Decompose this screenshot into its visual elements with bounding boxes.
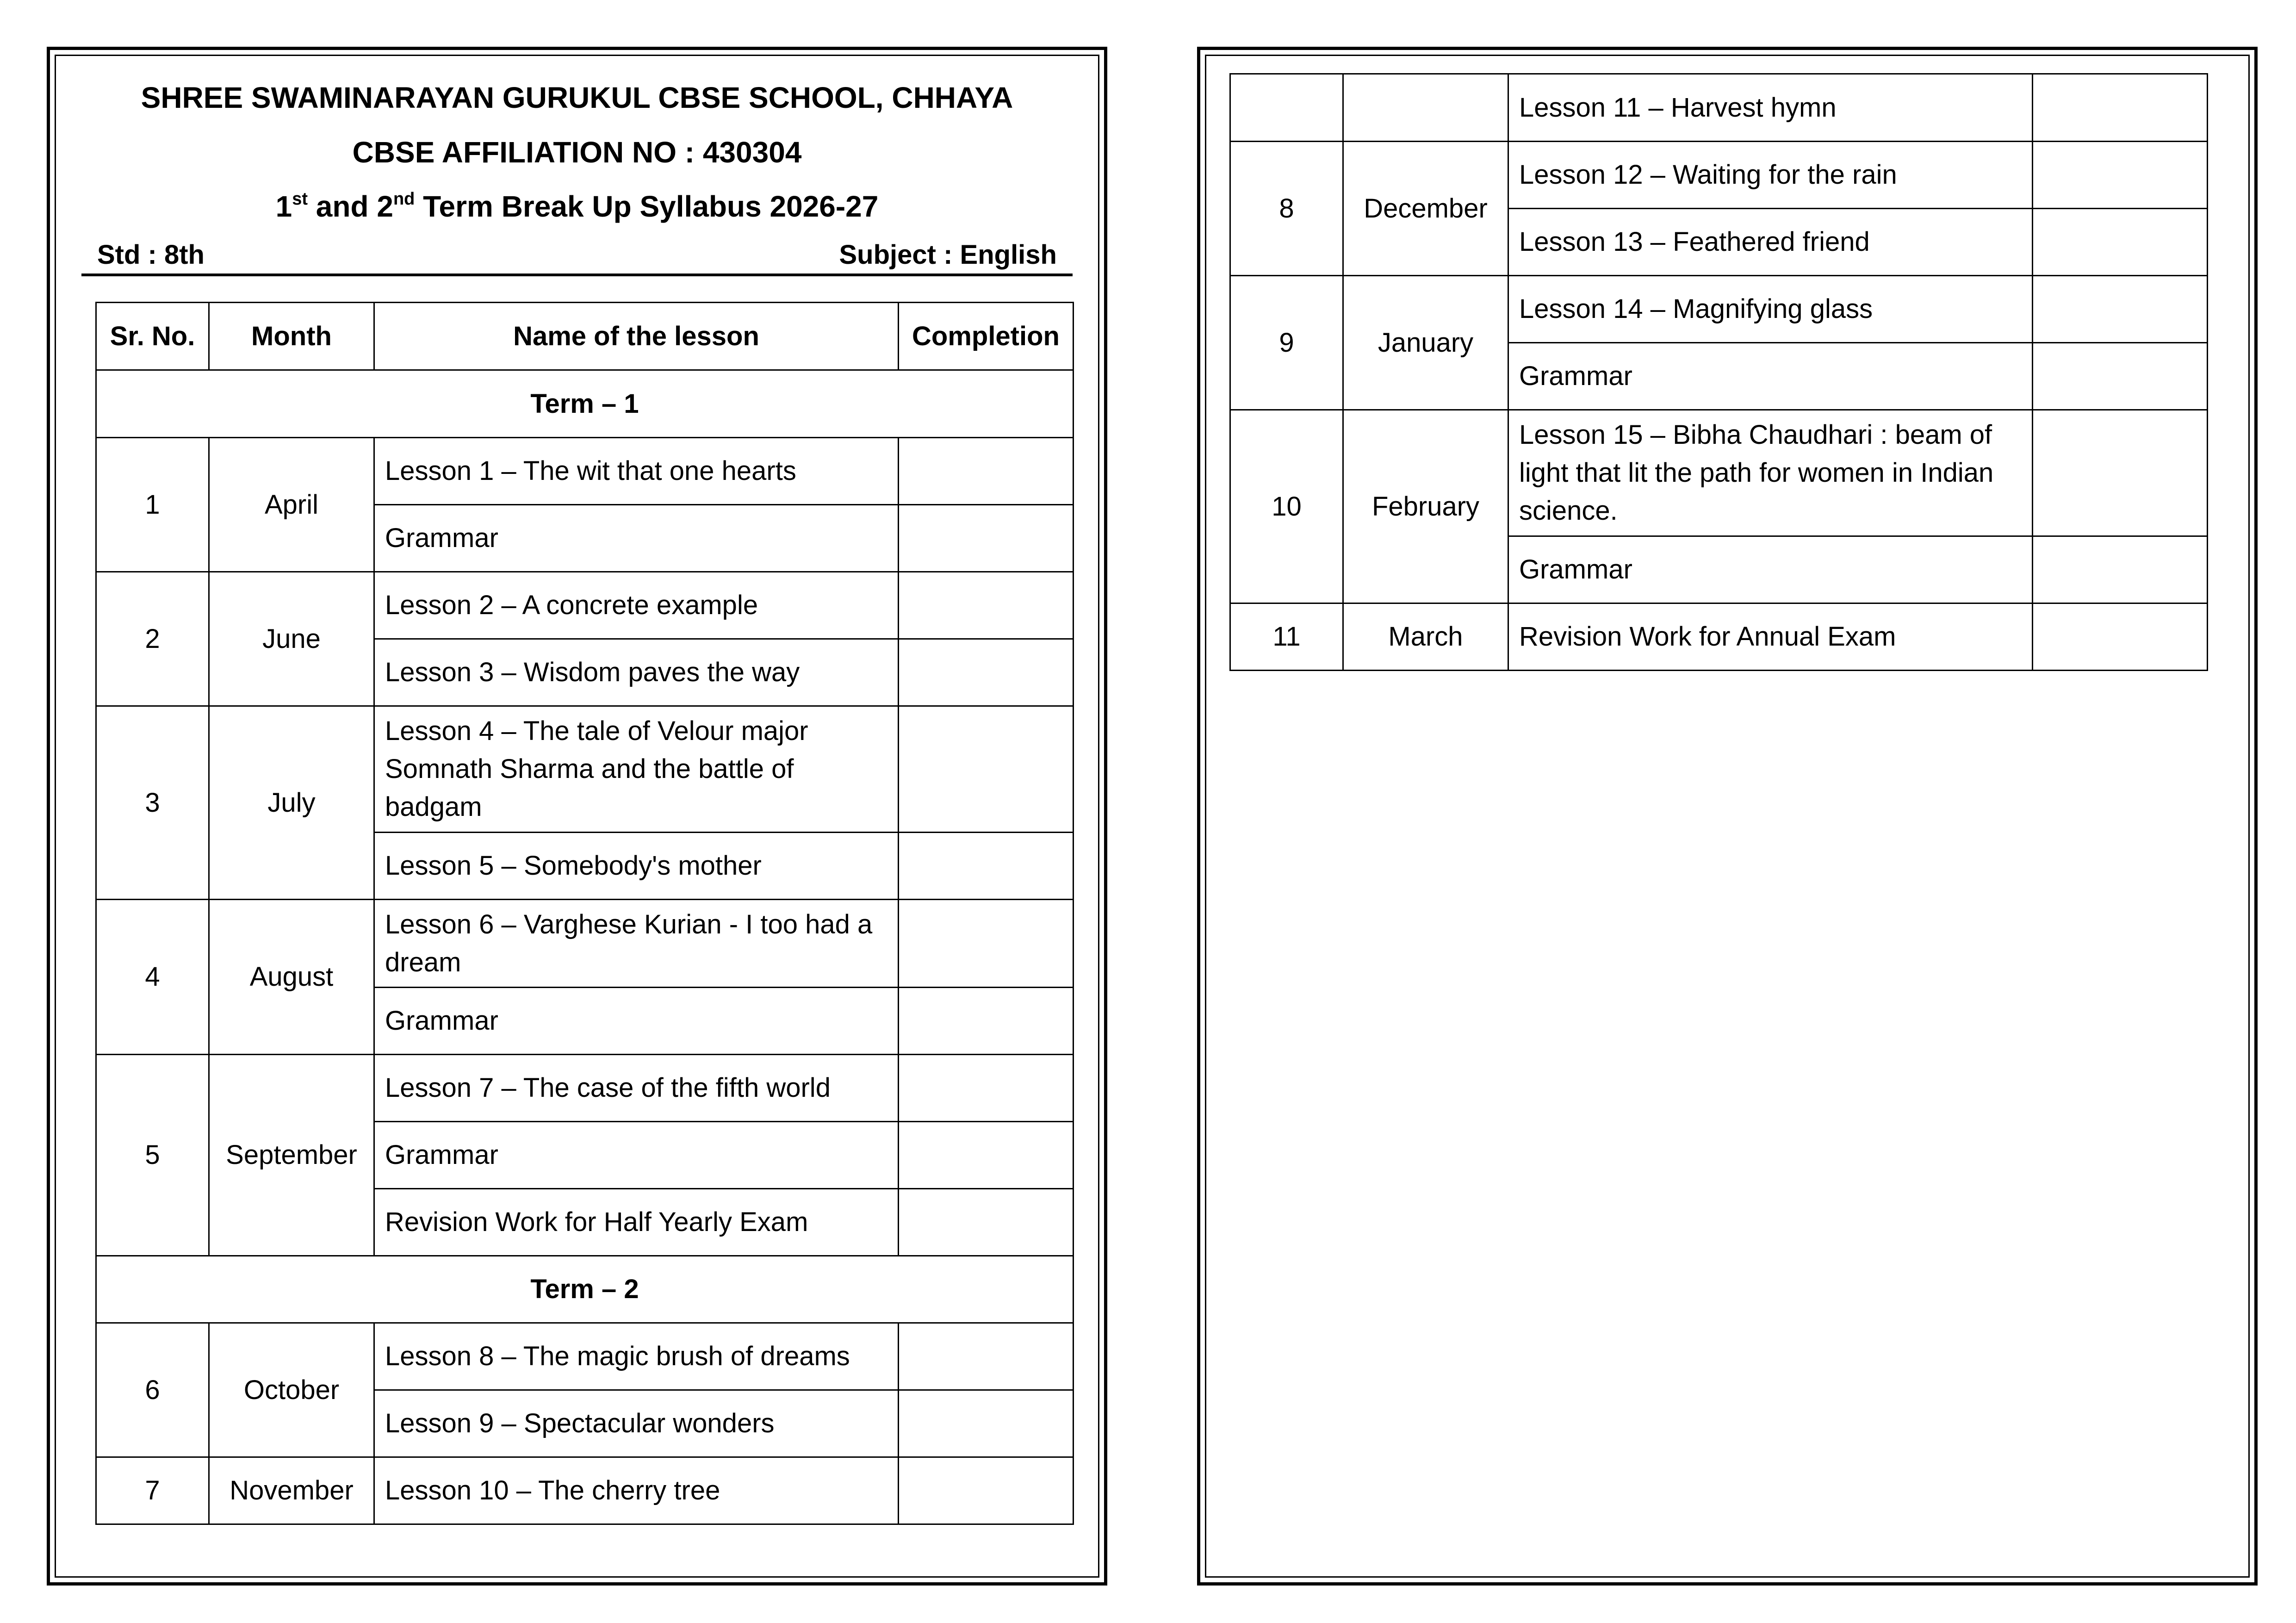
lesson-cell: Grammar [374, 505, 899, 572]
column-header-sr-no: Sr. No. [96, 303, 209, 370]
term-row [96, 370, 1074, 438]
table-row [96, 572, 1074, 639]
lesson-cell: Lesson 7 – The case of the fifth world [374, 1055, 899, 1122]
lesson-cell: Lesson 14 – Magnifying glass [1508, 276, 2033, 343]
lesson-cell: Grammar [374, 1122, 899, 1189]
completion-cell [899, 900, 1074, 988]
syllabus-title: 1st and 2nd Term Break Up Syllabus 2026-27 [275, 189, 879, 223]
sr-no-cell: 1 [96, 438, 209, 572]
completion-cell [899, 505, 1074, 572]
completion-cell [2033, 209, 2208, 276]
completion-cell [2033, 276, 2208, 343]
page-inner-border [55, 55, 1099, 1578]
completion-cell [899, 572, 1074, 639]
month-cell: September [209, 1055, 374, 1256]
month-cell: July [209, 706, 374, 900]
sr-no-cell: 5 [96, 1055, 209, 1256]
completion-cell [899, 1189, 1074, 1256]
table-row [96, 1323, 1074, 1390]
sr-no-cell: 11 [1230, 603, 1343, 671]
sr-no-cell: 7 [96, 1457, 209, 1524]
completion-cell [899, 438, 1074, 505]
lesson-cell: Grammar [374, 988, 899, 1055]
sr-no-cell [1230, 74, 1343, 142]
lesson-cell: Grammar [1508, 536, 2033, 603]
term-1-heading: Term – 1 [96, 370, 1074, 438]
lesson-cell: Lesson 6 – Varghese Kurian - I too had a dream [374, 900, 899, 988]
page-inner-border [1205, 55, 2250, 1578]
lesson-cell: Lesson 2 – A concrete example [374, 572, 899, 639]
completion-cell [899, 833, 1074, 900]
table-row [96, 438, 1074, 505]
standard-label: Std : 8th [97, 240, 205, 270]
table-row [1230, 603, 2208, 671]
term-2-heading: Term – 2 [96, 1256, 1074, 1323]
lesson-cell: Lesson 12 – Waiting for the rain [1508, 142, 2033, 209]
lesson-cell: Revision Work for Annual Exam [1508, 603, 2033, 671]
month-cell: October [209, 1323, 374, 1457]
completion-cell [2033, 410, 2208, 536]
lesson-cell: Lesson 11 – Harvest hymn [1508, 74, 2033, 142]
table-row [1230, 74, 2208, 142]
completion-cell [899, 1323, 1074, 1390]
month-cell: January [1343, 276, 1508, 410]
table-row [96, 1457, 1074, 1524]
sr-no-cell: 8 [1230, 142, 1343, 276]
school-name: SHREE SWAMINARAYAN GURUKUL CBSE SCHOOL, CHHAYA [141, 81, 1013, 114]
lesson-cell: Lesson 9 – Spectacular wonders [374, 1390, 899, 1457]
table-row [96, 1055, 1074, 1122]
subject-label: Subject : English [839, 240, 1057, 270]
sr-no-cell: 10 [1230, 410, 1343, 603]
table-header-row [96, 303, 1074, 370]
std-subject-row [81, 236, 1073, 276]
table-row [1230, 276, 2208, 343]
completion-cell [2033, 603, 2208, 671]
lesson-cell: Revision Work for Half Yearly Exam [374, 1189, 899, 1256]
lesson-cell: Grammar [1508, 343, 2033, 410]
completion-cell [899, 1457, 1074, 1524]
completion-cell [899, 988, 1074, 1055]
completion-cell [899, 639, 1074, 706]
sr-no-cell: 2 [96, 572, 209, 706]
month-cell: November [209, 1457, 374, 1524]
lesson-cell: Lesson 10 – The cherry tree [374, 1457, 899, 1524]
table-row [96, 706, 1074, 833]
month-cell: March [1343, 603, 1508, 671]
syllabus-table-continued [1229, 73, 2208, 671]
month-cell: April [209, 438, 374, 572]
month-cell [1343, 74, 1508, 142]
completion-cell [899, 1055, 1074, 1122]
sr-no-cell: 6 [96, 1323, 209, 1457]
syllabus-table-term-1-2 [95, 302, 1074, 1525]
completion-cell [899, 706, 1074, 833]
completion-cell [899, 1390, 1074, 1457]
completion-cell [2033, 74, 2208, 142]
sr-no-cell: 3 [96, 706, 209, 900]
month-cell: June [209, 572, 374, 706]
syllabus-page-left [47, 47, 1107, 1586]
column-header-lesson: Name of the lesson [374, 303, 899, 370]
completion-cell [2033, 142, 2208, 209]
lesson-cell: Lesson 4 – The tale of Velour major Somnath Sharma and the battle of badgam [374, 706, 899, 833]
lesson-cell: Lesson 1 – The wit that one hearts [374, 438, 899, 505]
lesson-cell: Lesson 8 – The magic brush of dreams [374, 1323, 899, 1390]
table-row [1230, 410, 2208, 536]
lesson-cell: Lesson 3 – Wisdom paves the way [374, 639, 899, 706]
syllabus-page-right [1197, 47, 2258, 1586]
month-cell: December [1343, 142, 1508, 276]
sr-no-cell: 9 [1230, 276, 1343, 410]
lesson-cell: Lesson 5 – Somebody's mother [374, 833, 899, 900]
completion-cell [2033, 343, 2208, 410]
column-header-completion: Completion [899, 303, 1074, 370]
term-row [96, 1256, 1074, 1323]
completion-cell [899, 1122, 1074, 1189]
affiliation-number: CBSE AFFILIATION NO : 430304 [352, 136, 802, 169]
lesson-cell: Lesson 13 – Feathered friend [1508, 209, 2033, 276]
month-cell: August [209, 900, 374, 1055]
completion-cell [2033, 536, 2208, 603]
month-cell: February [1343, 410, 1508, 603]
table-row [1230, 142, 2208, 209]
sr-no-cell: 4 [96, 900, 209, 1055]
lesson-cell: Lesson 15 – Bibha Chaudhari : beam of light that lit the path for women in Indian science. [1508, 410, 2033, 536]
table-row [96, 900, 1074, 988]
column-header-month: Month [209, 303, 374, 370]
